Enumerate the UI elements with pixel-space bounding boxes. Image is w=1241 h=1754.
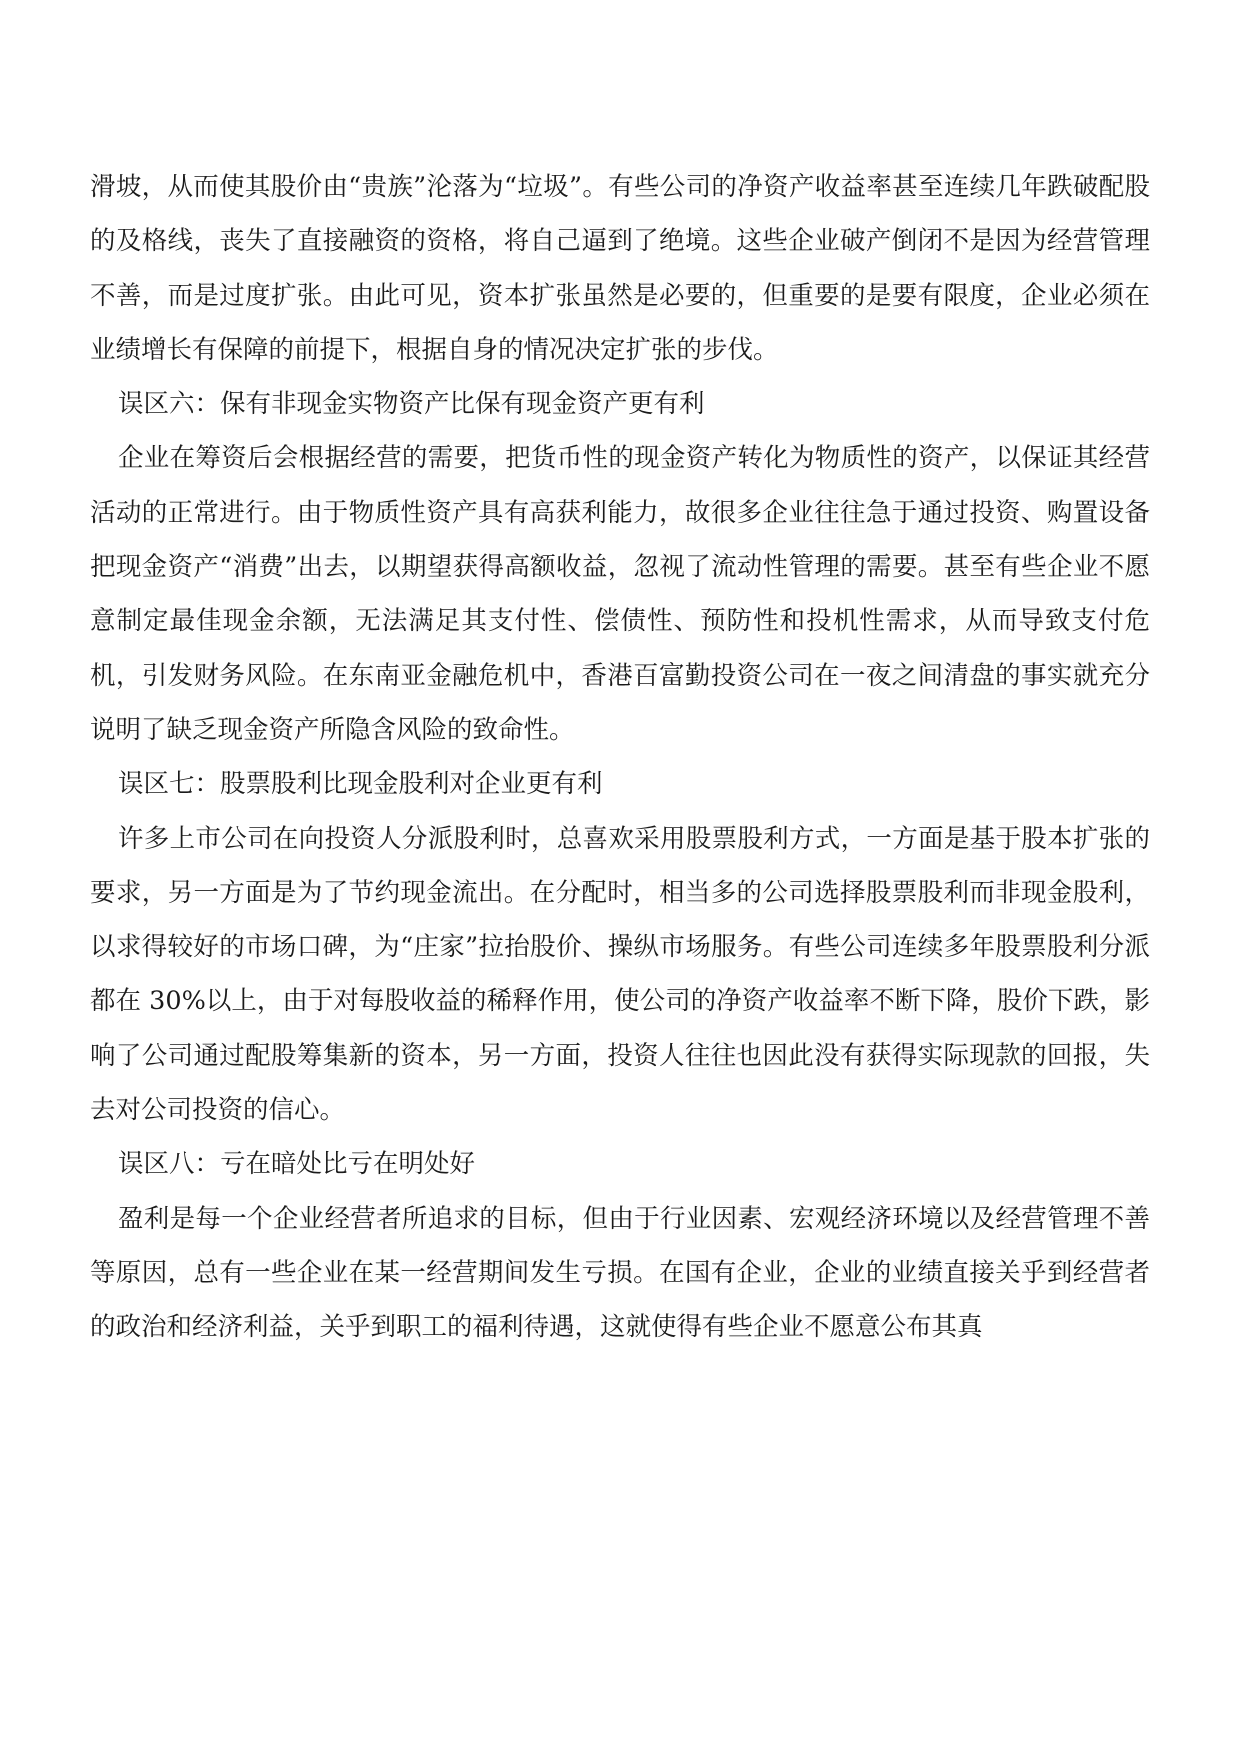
paragraph-cash-assets: 企业在筹资后会根据经营的需要，把货币性的现金资产转化为物质性的资产，以保证其经营活动的正常进行。由于物质性资产具有高获利能力，故很多企业往往急于通过投资、购置设备把现金资产“消费”出去，以期望获得高额收益，忽视了流动性管理的需要。甚至有些企业不愿意制定最佳现金余额，无法满足其支付性、偿债性、预防性和投机性需求，从而导致支付危机，引发财务风险。在东南亚金融危机中，香港百富勤投资公司在一夜之间清盘的事实就充分说明了缺乏现金资产所隐含风险的致命性。 — [90, 443, 1150, 745]
section-heading-6: 误区六：保有非现金实物资产比保有现金资产更有利 — [118, 389, 705, 420]
paragraph-continuation: 滑坡，从而使其股价由“贵族”沦落为“垃圾”。有些公司的净资产收益率甚至连续几年跌破配股的及格线，丧失了直接融资的资格，将自己逼到了绝境。这些企业破产倒闭不是因为经营管理不善，而是过度扩张。由此可见，资本扩张虽然是必要的，但重要的是要有限度，企业必须在业绩增长有保障的前提下，根据自身的情况决定扩张的步伐。 — [90, 172, 1150, 365]
document-body — [90, 160, 1150, 1355]
section-heading-8: 误区八：亏在暗处比亏在明处好 — [118, 1149, 476, 1180]
paragraph-hidden-losses: 盈利是每一个企业经营者所追求的目标，但由于行业因素、宏观经济环境以及经营管理不善等原因，总有一些企业在某一经营期间发生亏损。在国有企业，企业的业绩直接关乎到经营者的政治和经济利益，关乎到职工的福利待遇，这就使得有些企业不愿意公布其真 — [90, 1203, 1150, 1343]
section-heading-7: 误区七：股票股利比现金股利对企业更有利 — [118, 769, 603, 800]
paragraph-stock-dividends: 许多上市公司在向投资人分派股利时，总喜欢采用股票股利方式，一方面是基于股本扩张的要求，另一方面是为了节约现金流出。在分配时，相当多的公司选择股票股利而非现金股利，以求得较好的市场口碑，为“庄家”拉抬股价、操纵市场服务。有些公司连续多年股票股利分派都在 30%以上，由于对每股收益的稀释作用，使公司的净资产收益率不断下降，股价下跌，影响了公司通过配股筹集新的资本，另一方面，投资人往往也因此没有获得实际现款的回报，失去对公司投资的信心。 — [90, 823, 1150, 1126]
